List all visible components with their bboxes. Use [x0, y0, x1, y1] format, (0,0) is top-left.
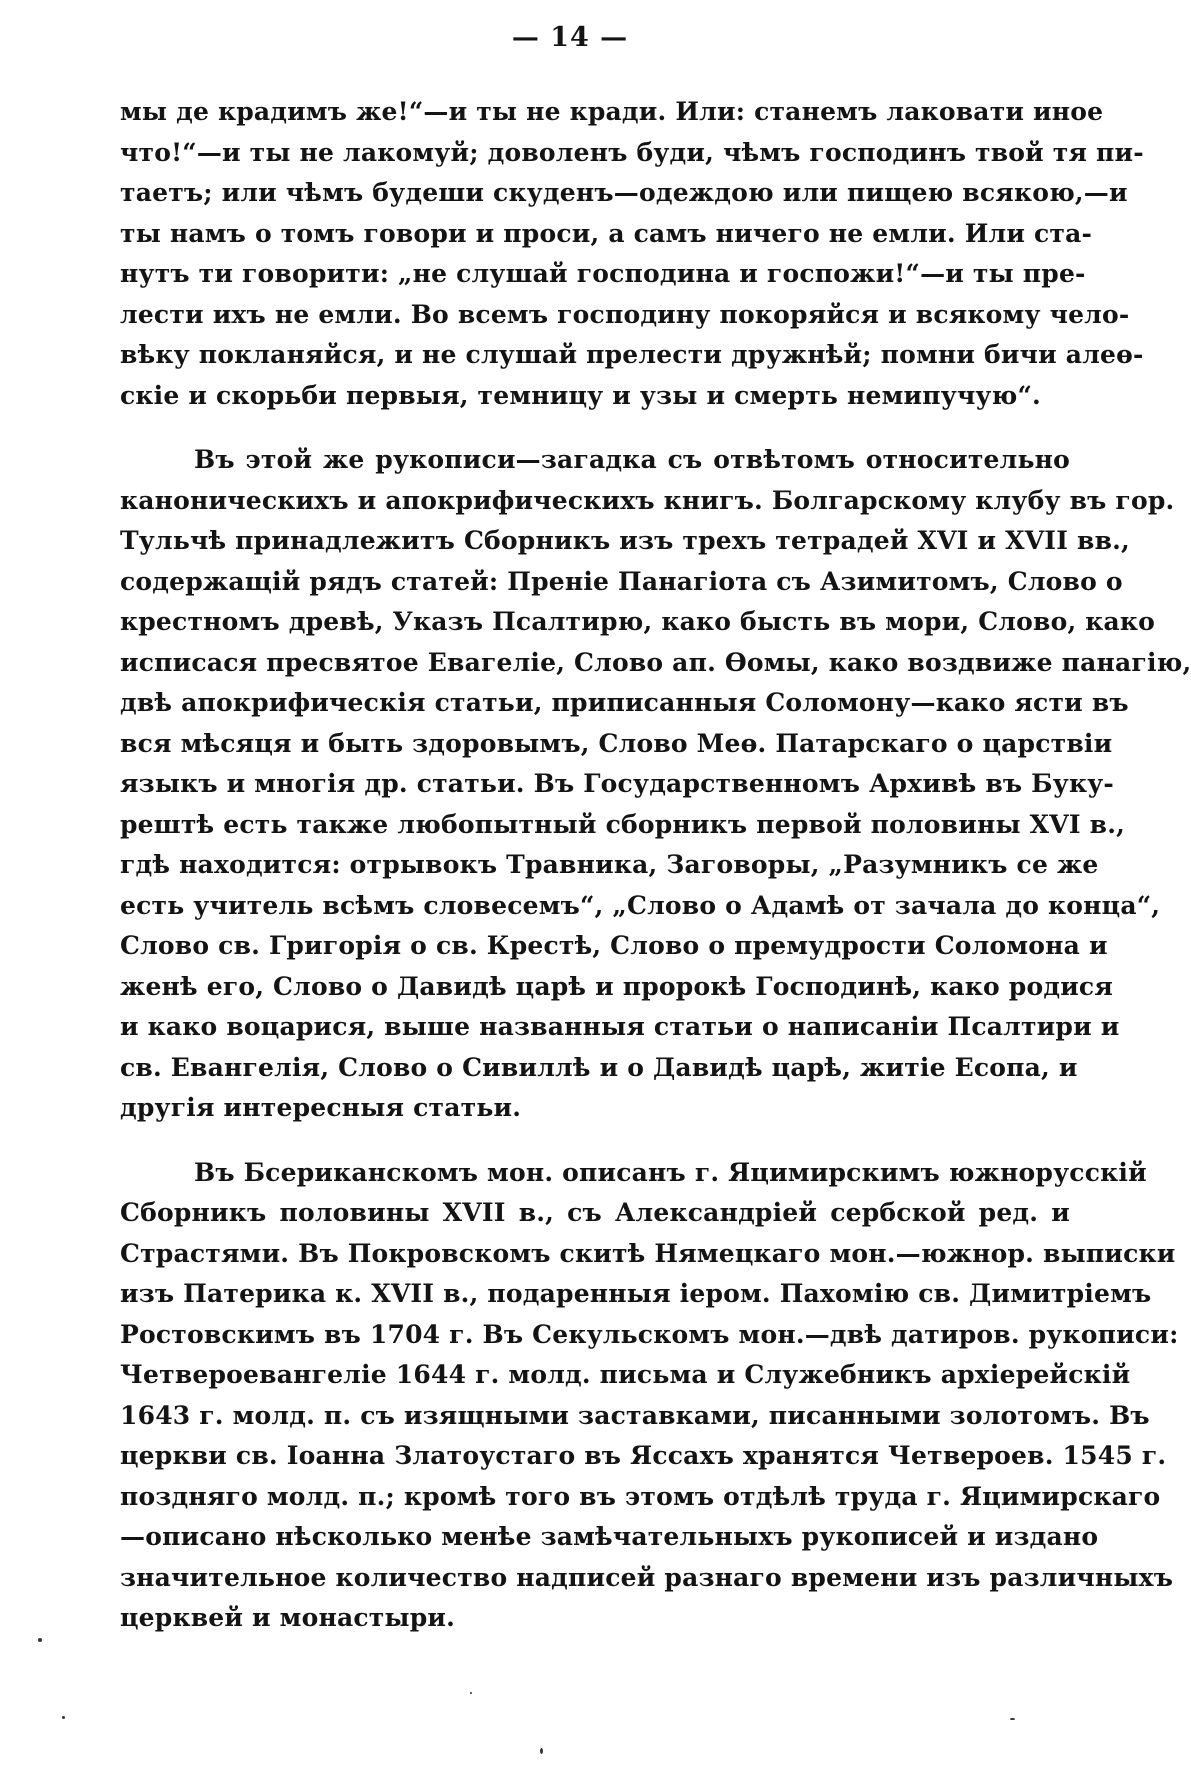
text-line: значительное количество надписей разнаго времени изъ различныхъ [120, 1562, 1174, 1592]
text-line: мы де крадимъ же!“—и ты не кради. Или: станемъ лаковати иное [120, 97, 1104, 126]
text-line: содержащій рядъ статей: Преніе Панагіота съ Азимитомъ, Слово о [120, 566, 1123, 596]
text-line: скіе и скорьби первыя, темницу и узы и смерть немипучую“. [120, 380, 1041, 410]
text-line: гдѣ находится: отрывокъ Травника, Заговоры, „Разумникъ се же [120, 850, 1099, 879]
text-line: есть учитель всѣмъ словесемъ“, „Слово о Адамѣ от зачала до конца“, [120, 890, 1161, 920]
text-line: Въ Бсериканскомъ мон. описанъ г. Яцимирскимъ южнорусскій [194, 1157, 1147, 1187]
text-line: —описано нѣсколько менѣе замѣчательныхъ рукописей и издано [120, 1522, 1099, 1551]
text-line: двѣ апокрифическія статьи, приписанныя Соломону—како ясти въ [120, 688, 1129, 717]
text-line: Страстями. Въ Покровскомъ скитѣ Нямецкаго мон.—южнор. выписки [120, 1238, 1176, 1268]
text-line: Въ этой же рукописи—загадка съ отвѣтомъ относительно [194, 445, 1070, 474]
scan-speck [1010, 1718, 1015, 1720]
scan-speck [62, 1716, 65, 1719]
text-line: церквей и монастыри. [120, 1603, 456, 1632]
text-line: что!“—и ты не лакомуй; доволенъ буди, чѣмъ господинъ твой тя пи- [120, 137, 1144, 167]
text-line: вѣку покланяйся, и не слушай прелести дружнѣй; помни бичи алеө- [120, 340, 1144, 369]
text-line: другія интересныя статьи. [120, 1093, 522, 1122]
text-line: рештѣ есть также любопытный сборникъ первой половины XVI в., [120, 809, 1126, 839]
text-line: Сборникъ половины XVII в., съ Александріей сербской ред. и [120, 1198, 1070, 1227]
scan-speck [38, 1638, 42, 1642]
text-line: Ростовскимъ въ 1704 г. Въ Секульскомъ мон.—двѣ датиров. рукописи: [120, 1319, 1179, 1349]
text-line: нутъ ти говорити: „не слушай господина и госпожи!“—и ты пре- [120, 259, 1086, 288]
paragraph-1 [120, 92, 1144, 416]
text-line: вся мѣсяця и быть здоровымъ, Слово Меө. Патарскаго о царствіи [120, 728, 1113, 758]
text-line: 1643 г. молд. п. съ изящными заставками, писанными золотомъ. Въ [120, 1400, 1150, 1430]
text-line: поздняго молд. п.; кромѣ того въ этомъ отдѣлѣ труда г. Яцимирскаго [120, 1481, 1161, 1511]
text-line: Четвероевангеліе 1644 г. молд. письма и Служебникъ архіерейскій [120, 1360, 1131, 1389]
page-number: — 14 — [511, 22, 629, 53]
text-line: церкви св. Іоанна Златоустаго въ Яссахъ хранятся Четвероев. 1545 г. [120, 1441, 1167, 1470]
text-line: св. Евангелія, Слово о Сивиллѣ и о Давидѣ царѣ, житіе Есопа, и [120, 1052, 1078, 1082]
scan-speck [540, 1748, 543, 1754]
text-line: исписася пресвятое Евагеліе, Слово ап. Өомы, како воздвиже панагію, [120, 647, 1191, 677]
text-line: ты намъ о томъ говори и проси, а самъ ничего не емли. Или ста- [120, 218, 1093, 248]
text-line: языкъ и многія др. статьи. Въ Государственномъ Архивѣ въ Буку- [120, 769, 1114, 798]
paragraph-2 [120, 440, 1191, 1129]
text-line: Слово св. Григорія о св. Крестѣ, Слово о премудрости Соломона и [120, 931, 1108, 960]
text-body [120, 92, 1191, 1639]
text-line: каноническихъ и апокрифическихъ книгъ. Болгарскому клубу въ гор. [120, 485, 1175, 515]
paragraph-3 [120, 1153, 1179, 1639]
text-line: Тульчѣ принадлежитъ Сборникъ изъ трехъ тетрадей XVI и XVII вв., [120, 526, 1130, 555]
text-line: и како воцарися, выше названныя статьи о написаніи Псалтири и [120, 1012, 1120, 1041]
text-line: крестномъ древѣ, Указъ Псалтирю, како бысть въ мори, Слово, како [120, 607, 1156, 636]
scan-speck [470, 1692, 472, 1694]
text-line: лести ихъ не емли. Во всемъ господину покоряйся и всякому чело- [120, 299, 1130, 329]
text-line: изъ Патерика к. XVII в., подаренныя іером. Пахомію св. Димитріемъ [120, 1279, 1152, 1308]
text-line: женѣ его, Слово о Давидѣ царѣ и пророкѣ Господинѣ, како родися [120, 971, 1114, 1001]
text-line: таетъ; или чѣмъ будеши скуденъ—одеждою или пищею всякою,—и [120, 178, 1128, 207]
